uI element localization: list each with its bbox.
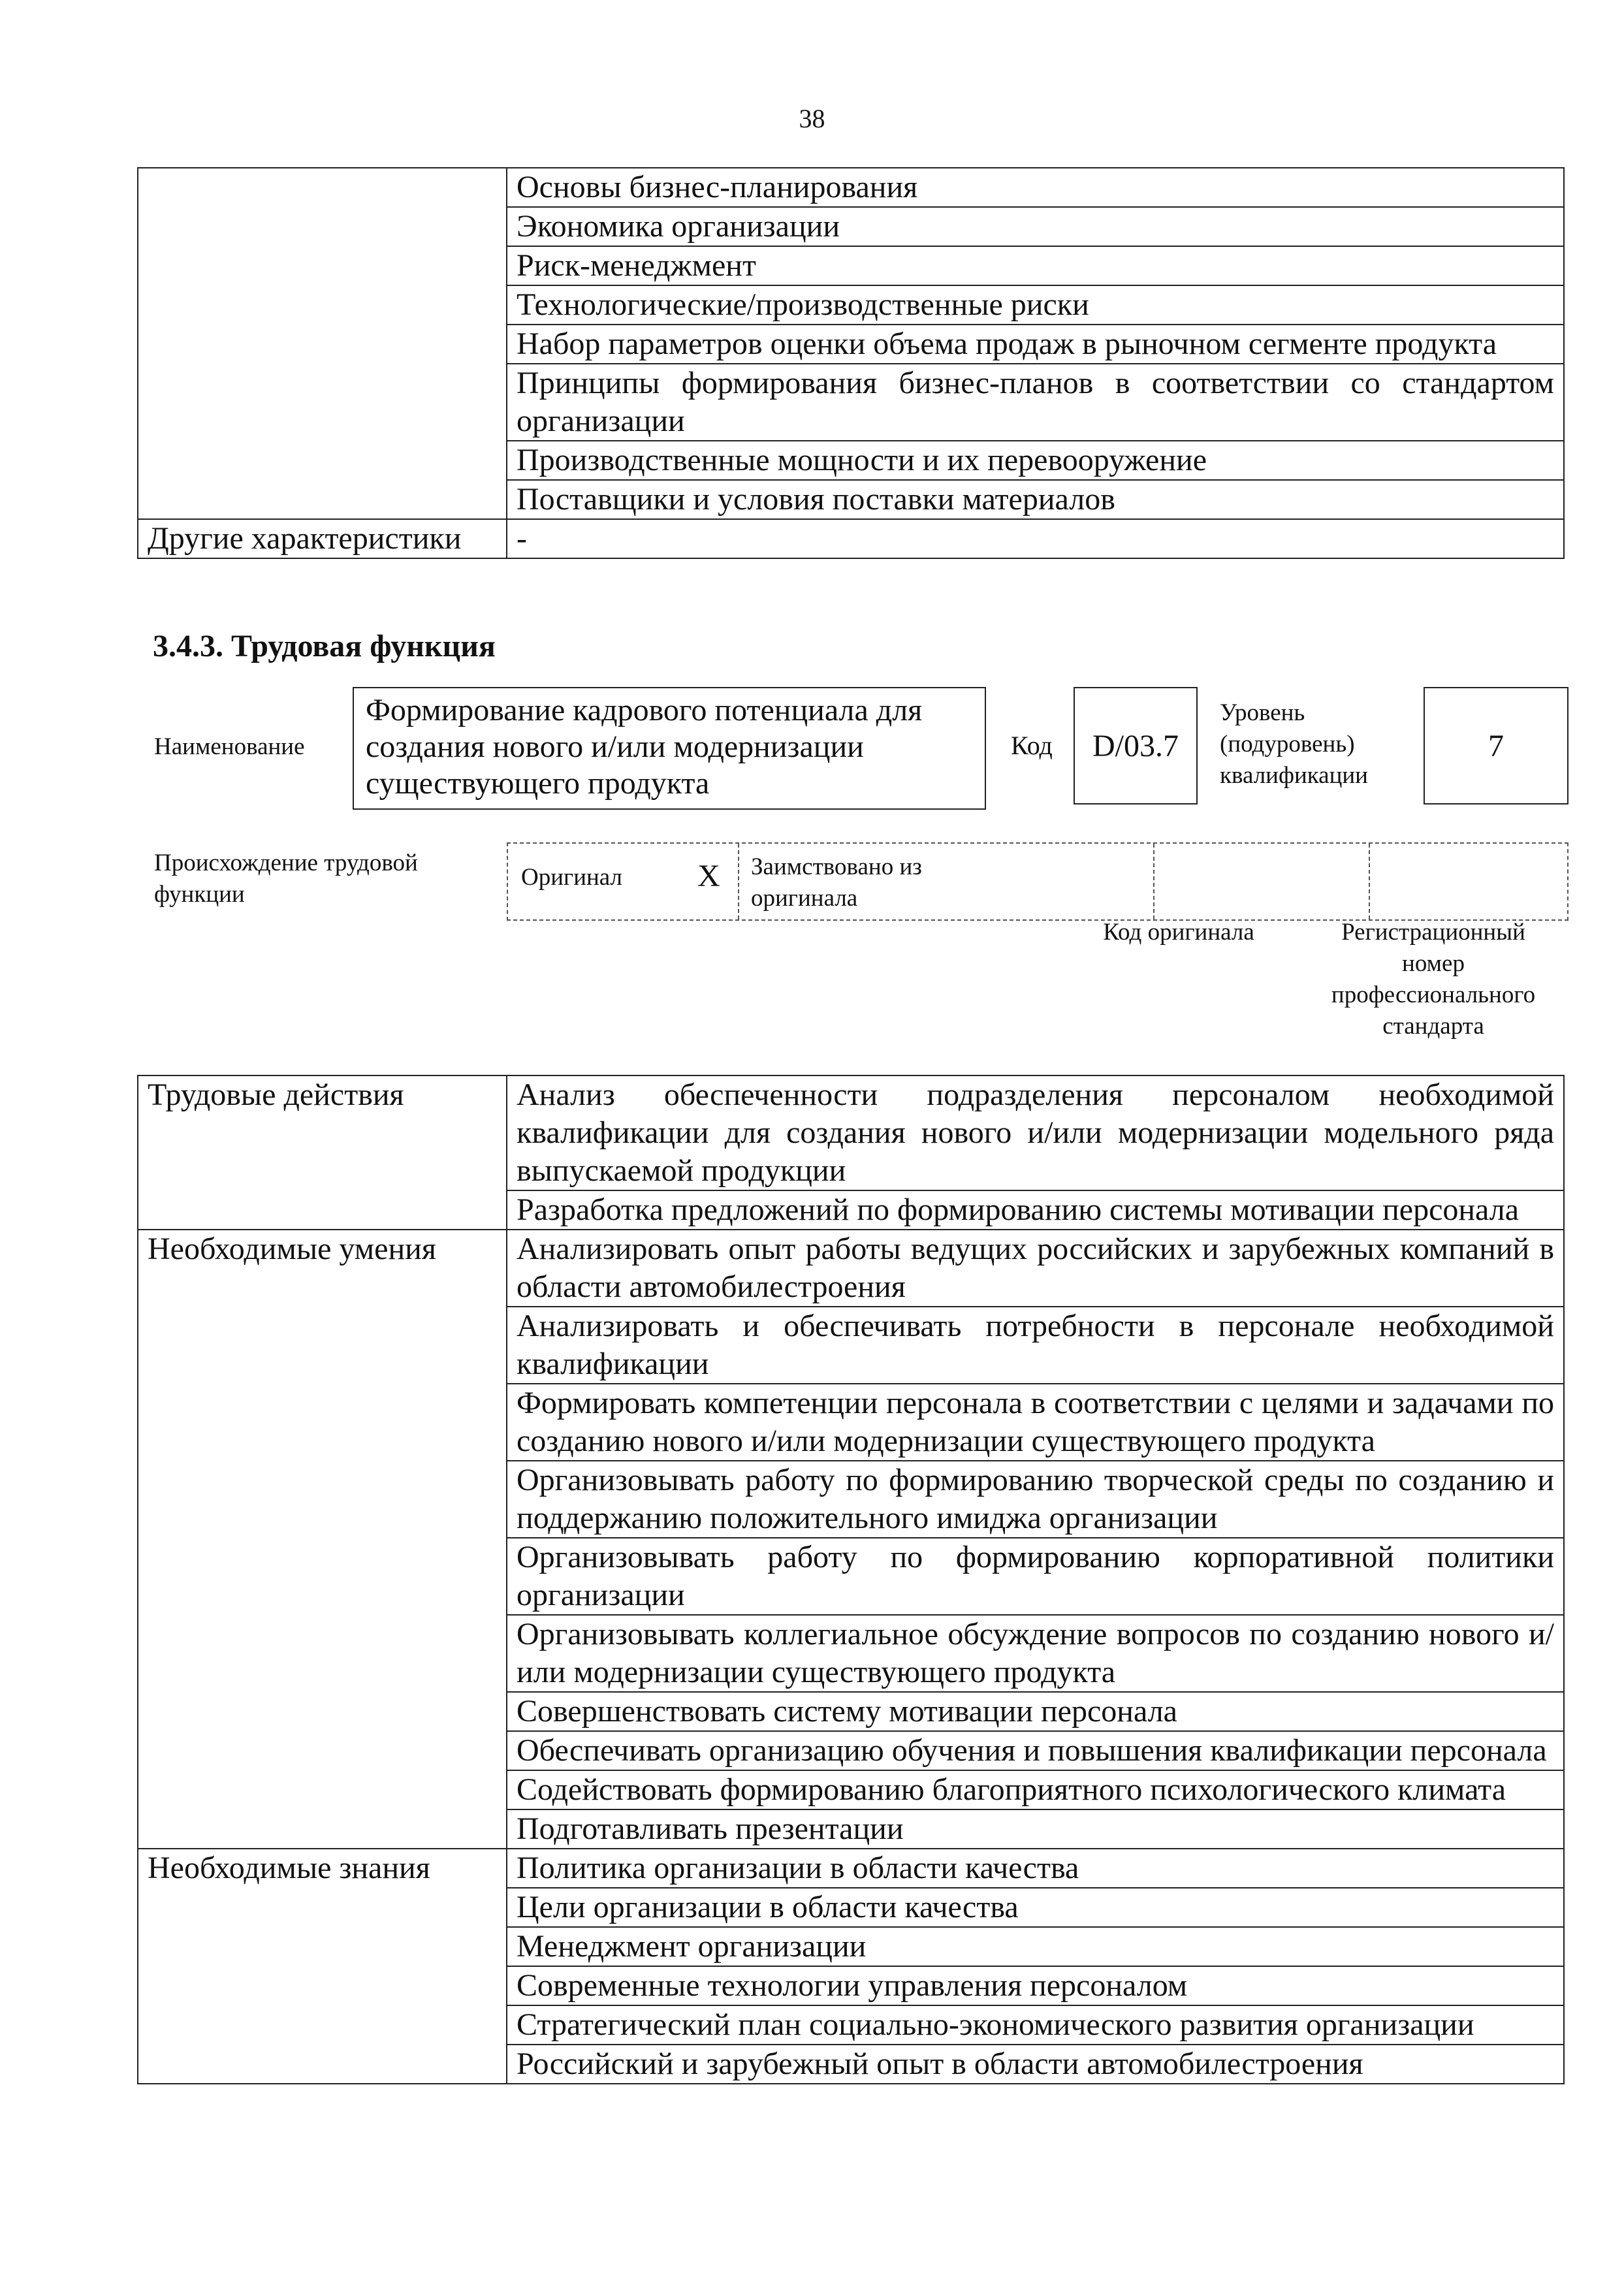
list-item: Организовывать работу по формированию творческой среды по созданию и поддержанию положительного имиджа организации [507,1461,1564,1538]
list-item: Риск-менеджмент [507,246,1564,285]
list-item: Обеспечивать организацию обучения и повышения квалификации персонала [507,1731,1564,1770]
registration-number-caption [1299,917,1567,1042]
actions-label: Трудовые действия [138,1075,507,1230]
list-item: Анализ обеспеченности подразделения персоналом необходимой квалификации для создания нового и/или модернизации модельного ряда выпускаемой продукции [507,1075,1564,1190]
other-characteristics-label: Другие характеристики [138,519,507,558]
list-item: Набор параметров оценки объема продаж в рыночном сегменте продукта [507,325,1564,364]
list-item: Современные технологии управления персоналом [507,1966,1564,2005]
table-row [138,519,1564,558]
table-row [138,168,1564,207]
qualification-level-label [1220,697,1368,791]
list-item: Стратегический план социально-экономического развития организации [507,2005,1564,2045]
origin-strip [507,842,1568,921]
list-item: Подготавливать презентации [507,1809,1564,1849]
list-item: Организовывать работу по формированию корпоративной политики организации [507,1538,1564,1615]
knowledge-continuation-table [137,167,1565,559]
function-name-box [353,687,986,810]
list-item: Производственные мощности и их перевооружение [507,441,1564,480]
function-name-value: Формирование кадрового потенциала для создания нового и/или модернизации существующего продукта [366,693,923,801]
original-code-caption: Код оригинала [1103,919,1254,946]
list-item: Основы бизнес-планирования [507,168,1564,207]
level-value: 7 [1488,728,1504,763]
list-item: Экономика организации [507,207,1564,246]
labor-function-table [137,1075,1565,2084]
list-item: Совершенствовать систему мотивации персонала [507,1692,1564,1731]
name-label: Наименование [154,733,305,760]
origin-label-line: функции [154,881,245,908]
skills-label: Необходимые умения [138,1230,507,1849]
original-code-cell [1154,844,1370,919]
caption-line: стандарта [1382,1013,1484,1040]
original-label: Оригинал [521,864,623,891]
list-item: Цели организации в области качества [507,1888,1564,1927]
borrowed-cell [831,844,1154,919]
list-item: Технологические/производственные риски [507,285,1564,325]
other-characteristics-value: - [507,519,1564,558]
code-box [1074,687,1198,804]
caption-line: профессионального [1331,981,1536,1008]
list-item: Формировать компетенции персонала в соответствии с целями и задачами по созданию нового и/или модернизации существующего продукта [507,1384,1564,1461]
code-value: D/03.7 [1092,728,1179,763]
list-item: Поставщики и условия поставки материалов [507,480,1564,519]
caption-line: Регистрационный [1341,919,1525,946]
original-cell [508,844,739,919]
table-row [138,1075,1564,1190]
list-item: Менеджмент организации [507,1927,1564,1966]
list-item: Организовывать коллегиальное обсуждение вопросов по созданию нового и/или модернизации существующего продукта [507,1615,1564,1692]
list-item: Политика организации в области качества [507,1849,1564,1888]
list-item: Разработка предложений по формированию системы мотивации персонала [507,1190,1564,1230]
level-label-line: Уровень [1220,699,1305,726]
level-label-line: квалификации [1220,762,1368,789]
borrowed-line: Заимствовано из [751,853,922,880]
table-row [138,1230,1564,1307]
list-item: Анализировать опыт работы ведущих российских и зарубежных компаний в области автомобилестроения [507,1230,1564,1307]
list-item: Анализировать и обеспечивать потребности в персонале необходимой квалификации [507,1307,1564,1384]
level-label-line: (подуровень) [1220,731,1355,757]
level-box [1424,687,1568,804]
origin-label [154,848,418,910]
borrowed-line: оригинала [751,885,858,912]
section-title: 3.4.3. Трудовая функция [153,629,496,663]
table-row [138,1849,1564,1888]
empty-label-cell [138,168,507,519]
list-item: Содействовать формированию благоприятного психологического климата [507,1770,1564,1809]
list-item: Принципы формирования бизнес-планов в соответствии со стандартом организации [507,364,1564,441]
original-mark: X [697,859,720,893]
page-number: 38 [799,104,825,133]
origin-label-line: Происхождение трудовой [154,850,418,876]
list-item: Российский и зарубежный опыт в области автомобилестроения [507,2045,1564,2084]
code-label: Код [1011,731,1053,760]
caption-line: номер [1402,950,1465,977]
knowledge-label: Необходимые знания [138,1849,507,2084]
